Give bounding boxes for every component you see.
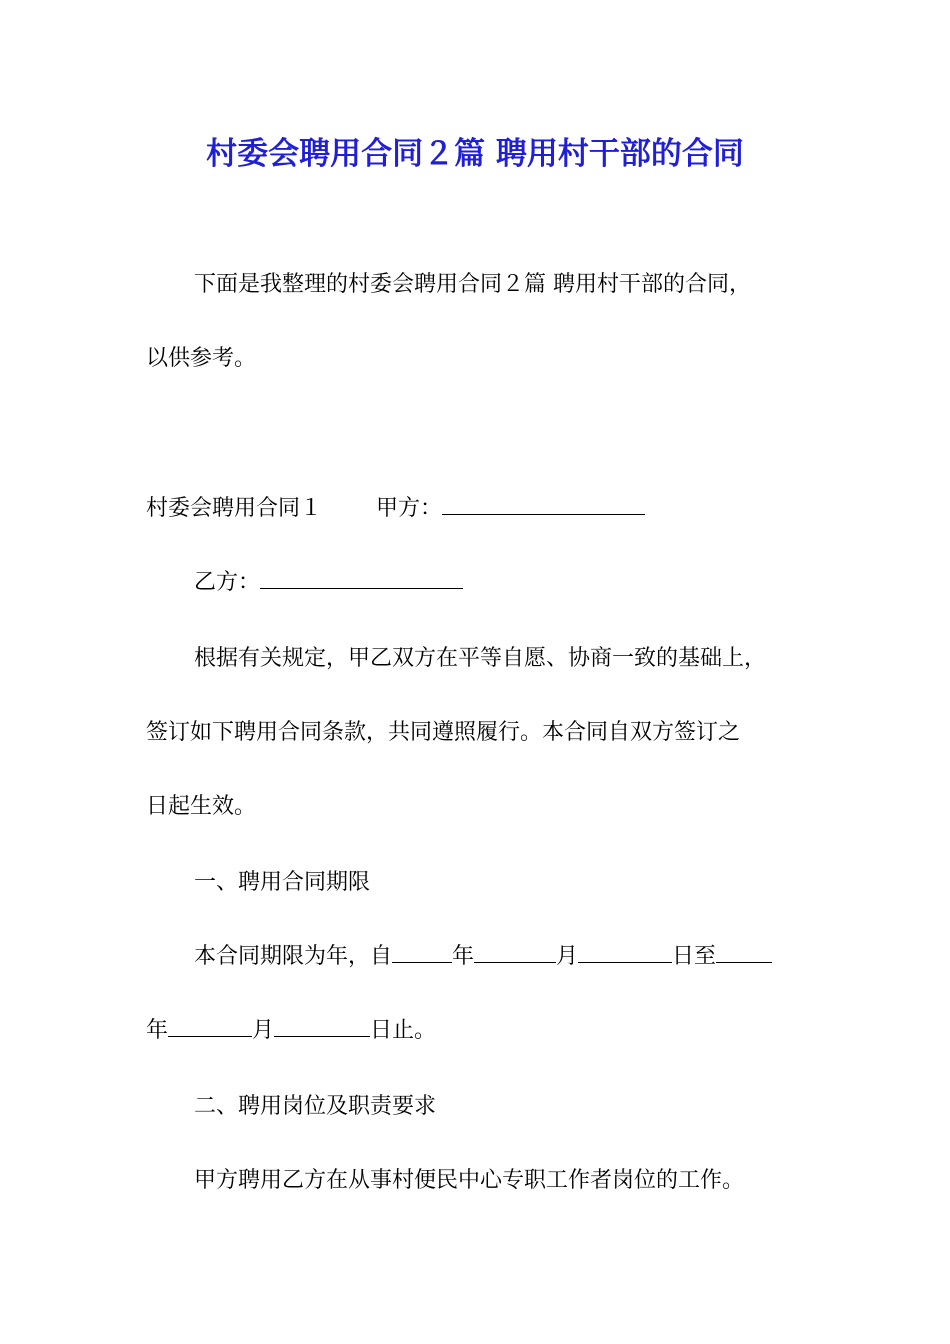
preamble-line-1: 根据有关规定，甲乙双方在平等自愿、协商一致的基础上， bbox=[194, 646, 767, 671]
party-b-label: 乙方： bbox=[194, 570, 261, 595]
start-month-blank bbox=[474, 942, 556, 963]
document-title: 村委会聘用合同２篇 聘用村干部的合同 bbox=[206, 136, 744, 172]
end-month-label: 月 bbox=[252, 1018, 275, 1043]
start-year-label: 年 bbox=[452, 944, 475, 969]
start-year-blank bbox=[392, 942, 452, 963]
preamble-line-2: 签订如下聘用合同条款，共同遵照履行。本合同自双方签订之 bbox=[146, 720, 741, 745]
term-row-1 bbox=[194, 942, 772, 972]
end-year-label: 年 bbox=[146, 1018, 169, 1043]
term-row-2 bbox=[146, 1016, 436, 1046]
contract-heading-row bbox=[146, 494, 645, 524]
intro-line-1: 下面是我整理的村委会聘用合同２篇 聘用村干部的合同， bbox=[194, 272, 751, 297]
end-day-blank bbox=[274, 1016, 370, 1037]
end-year-blank-1 bbox=[716, 942, 772, 963]
intro-line-2: 以供参考。 bbox=[146, 346, 257, 371]
start-day-blank bbox=[578, 942, 672, 963]
term-prefix: 本合同期限为年，自 bbox=[194, 944, 393, 969]
contract-heading: 村委会聘用合同１ bbox=[146, 496, 323, 521]
end-month-blank bbox=[168, 1016, 252, 1037]
section-2-heading: 二、聘用岗位及职责要求 bbox=[194, 1094, 437, 1119]
party-a-label: 甲方： bbox=[376, 496, 443, 521]
end-day-label: 日止。 bbox=[370, 1018, 437, 1043]
start-day-to-label: 日至 bbox=[672, 944, 717, 969]
preamble-line-3: 日起生效。 bbox=[146, 794, 257, 819]
start-month-label: 月 bbox=[556, 944, 579, 969]
section-1-heading: 一、聘用合同期限 bbox=[194, 870, 371, 895]
section-2-body: 甲方聘用乙方在从事村便民中心专职工作者岗位的工作。 bbox=[194, 1168, 745, 1193]
party-b-row bbox=[194, 568, 463, 598]
party-a-blank bbox=[442, 494, 645, 515]
party-b-blank bbox=[260, 568, 463, 589]
